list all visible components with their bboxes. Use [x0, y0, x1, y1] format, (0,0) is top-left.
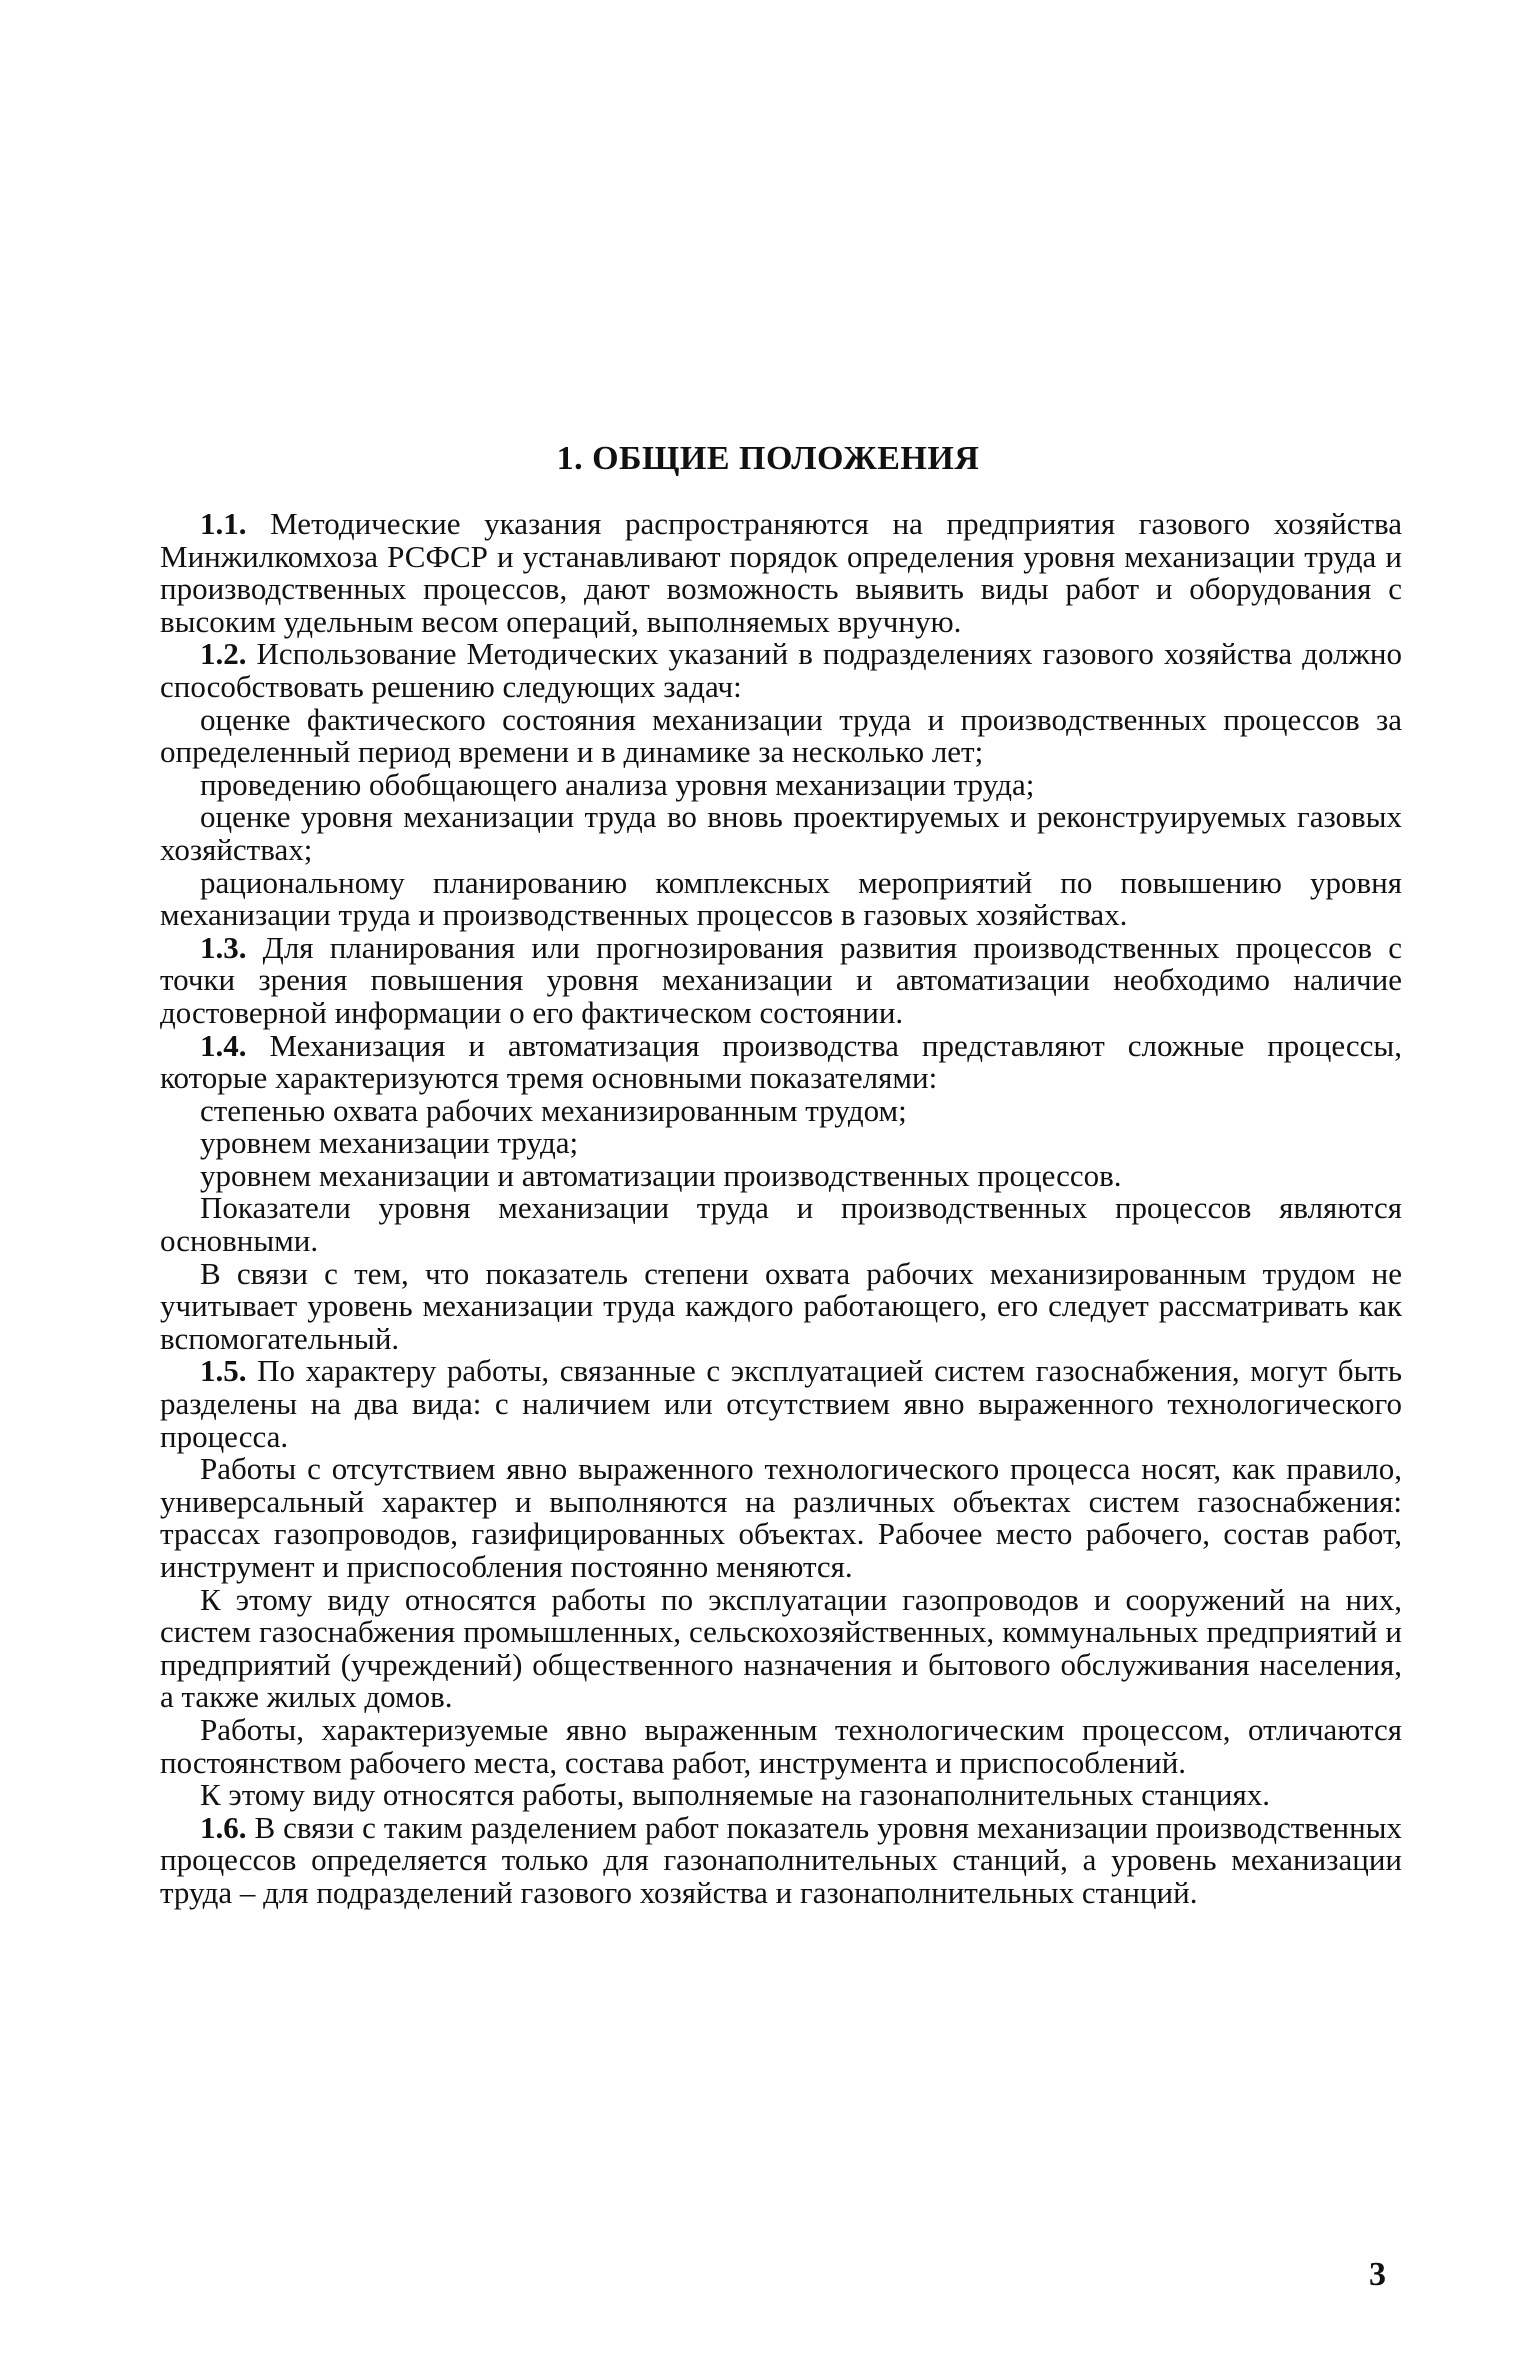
paragraph-1-5 — [160, 1355, 1402, 1453]
clause-number: 1.1. — [200, 506, 247, 541]
section-body — [160, 508, 1402, 1910]
paragraph-text: По характеру работы, связанные с эксплуатацией систем газоснабжения, могут быть разделены на два вида: с наличием или отсутствием явно выраженного технологического процесса. — [160, 1353, 1403, 1454]
paragraph-text: степенью охвата рабочих механизированным трудом; — [200, 1092, 907, 1128]
paragraph-text: Показатели уровня механизации труда и производственных процессов являются основными. — [160, 1190, 1402, 1259]
clause-number: 1.3. — [200, 929, 247, 965]
paragraph-text: оценке уровня механизации труда во вновь проектируемых и реконструируемых газовых хозяйствах; — [160, 799, 1402, 867]
paragraph-1-3 — [160, 929, 1402, 1030]
task-item — [160, 864, 1402, 933]
paragraph — [160, 1711, 1402, 1780]
paragraph-text: Работы с отсутствием явно выраженного технологического процесса носят, как правило, универсальный характер и выполняются на различных объектах систем газоснабжения: трассах газопроводов, газифицированных объектах. Рабочее место рабочего, состав работ, инструмент и приспособления постоянно меняются. — [160, 1451, 1402, 1584]
paragraph-text: Механизация и автоматизация производства представляют сложные процессы, которые характеризуются тремя основными показателями: — [160, 1027, 1403, 1096]
paragraph-1-4 — [160, 1027, 1403, 1096]
page-number: 3 — [1369, 2256, 1386, 2293]
paragraph-text: рациональному планированию комплексных мероприятий по повышению уровня механизации труда и производственных процессов в газовых хозяйствах. — [160, 864, 1402, 933]
clause-number: 1.5. — [200, 1353, 247, 1389]
paragraph — [160, 1453, 1402, 1583]
indicator-item — [160, 1157, 1402, 1193]
paragraph-text: уровнем механизации труда; — [200, 1125, 579, 1161]
paragraph — [160, 1255, 1402, 1356]
paragraph — [160, 1581, 1402, 1715]
paragraph-text: Методические указания распространяются на предприятия газового хозяйства Минжилкомхоза РСФСР и устанавливают порядок определения уровня механизации труда и производственных процессов, дают возможность выявить виды работ и оборудования с высоким удельным весом операций, выполняемых вручную. — [160, 506, 1403, 639]
paragraph-text: оценке фактического состояния механизации труда и производственных процессов за определенный период времени и в динамике за несколько лет; — [160, 701, 1402, 770]
paragraph — [160, 1192, 1402, 1257]
task-item — [160, 701, 1402, 770]
paragraph-text: В связи с таким разделением работ показатель уровня механизации производственных процессов определяется только для газонаполнительных станций, а уровень механизации труда – для подразделений газового хозяйства и газонаполнительных станций. — [160, 1809, 1402, 1910]
paragraph-1-2 — [160, 638, 1402, 703]
paragraph-text: Использование Методических указаний в подразделениях газового хозяйства должно способствовать решению следующих задач: — [160, 636, 1403, 704]
paragraph-text: Для планирования или прогнозирования развития производственных процессов с точки зрения повышения уровня механизации и автоматизации необходимо наличие достоверной информации о его фактическом состоянии. — [160, 929, 1402, 1030]
paragraph — [160, 1779, 1402, 1812]
paragraph-text: проведению обобщающего анализа уровня механизации труда; — [200, 766, 1035, 802]
paragraph-text: К этому виду относятся работы по эксплуатации газопроводов и сооружений на них, систем газоснабжения промышленных, сельскохозяйственных, коммунальных предприятий и предприятий (учреждений) общественного назначения и бытового обслуживания населения, а также жилых домов. — [160, 1581, 1402, 1715]
indicator-item — [160, 1092, 1402, 1128]
paragraph-text: уровнем механизации и автоматизации производственных процессов. — [200, 1157, 1122, 1193]
section-title: 1. ОБЩИЕ ПОЛОЖЕНИЯ — [556, 440, 980, 477]
task-item — [160, 766, 1402, 802]
paragraph-1-1 — [160, 508, 1402, 638]
clause-number: 1.4. — [200, 1027, 247, 1063]
clause-number: 1.2. — [200, 636, 247, 672]
paragraph-text: Работы, характеризуемые явно выраженным технологическим процессом, отличаются постоянством рабочего места, состава работ, инструмента и приспособлений. — [160, 1711, 1402, 1780]
indicator-item — [160, 1127, 1402, 1160]
paragraph-text: К этому виду относятся работы, выполняемые на газонаполнительных станциях. — [200, 1777, 1270, 1813]
task-item — [160, 801, 1402, 866]
clause-number: 1.6. — [200, 1809, 247, 1845]
paragraph-1-6 — [160, 1809, 1402, 1910]
paragraph-text: В связи с тем, что показатель степени охвата рабочих механизированным трудом не учитывает уровень механизации труда каждого работающего, его следует рассматривать как вспомогательный. — [160, 1255, 1402, 1356]
